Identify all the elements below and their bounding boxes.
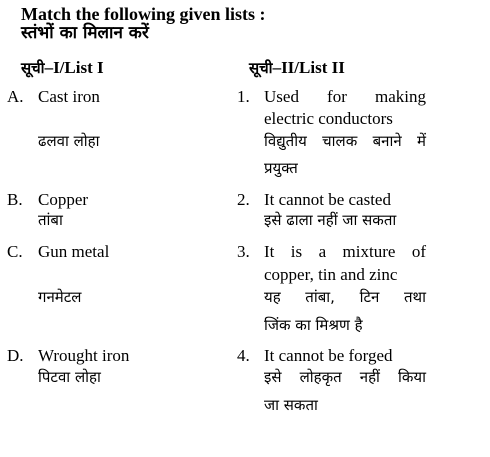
list-1-title-hindi: सूची (21, 59, 45, 77)
list-2-item-1-english-line-1: Used for making (264, 87, 426, 106)
list-2-item-2-hindi: इसे ढाला नहीं जा सकता (264, 211, 397, 229)
list-1-letter-a: A. (7, 87, 24, 106)
list-1-item-a-english: Cast iron (38, 87, 100, 106)
list-2-title (249, 59, 345, 76)
list-2-number-2: 2. (237, 190, 250, 209)
list-2-number-3: 3. (237, 242, 250, 261)
list-2-item-3-hindi-line-1: यह तांबा, टिन तथा (264, 288, 426, 306)
list-1-letter-b: B. (7, 190, 23, 209)
list-1-letter-c: C. (7, 242, 23, 261)
heading-hindi: स्तंभों का मिलान करें (21, 23, 149, 43)
list-2-item-4-hindi-line-2: जा सकता (264, 396, 318, 414)
list-2-item-3-english-line-1: It is a mixture of (264, 242, 426, 261)
list-2-item-2-english: It cannot be casted (264, 190, 391, 209)
heading-english: Match the following given lists : (21, 4, 266, 24)
list-1-item-b-hindi: तांबा (38, 211, 63, 229)
list-2-number-4: 4. (237, 346, 250, 365)
list-2-item-1-english-line-2: electric conductors (264, 109, 393, 128)
list-2-item-4-english: It cannot be forged (264, 346, 393, 365)
list-1-title (21, 59, 104, 76)
list-2-item-4-hindi-line-1: इसे लोहकृत नहीं किया (264, 368, 426, 386)
list-2-title-hindi: सूची (249, 59, 273, 77)
list-1-item-d-english: Wrought iron (38, 346, 130, 365)
list-1-item-c-hindi: गनमेटल (38, 288, 82, 306)
list-1-item-a-hindi: ढलवा लोहा (38, 132, 100, 150)
list-2-item-3-hindi-line-2: जिंक का मिश्रण है (264, 316, 363, 334)
list-2-item-1-hindi-line-2: प्रयुक्त (264, 159, 298, 177)
list-2-item-3-english-line-2: copper, tin and zinc (264, 265, 398, 284)
list-2-item-1-hindi-line-1: विद्युतीय चालक बनाने में (264, 132, 426, 150)
list-2-number-1: 1. (237, 87, 250, 106)
list-1-item-b-english: Copper (38, 190, 89, 209)
list-1-item-c-english: Gun metal (38, 242, 110, 261)
list-1-item-d-hindi: पिटवा लोहा (38, 368, 101, 386)
list-2-title-english: –II/List II (272, 58, 345, 77)
list-1-title-english: –I/List I (44, 58, 104, 77)
list-1-letter-d: D. (7, 346, 24, 365)
